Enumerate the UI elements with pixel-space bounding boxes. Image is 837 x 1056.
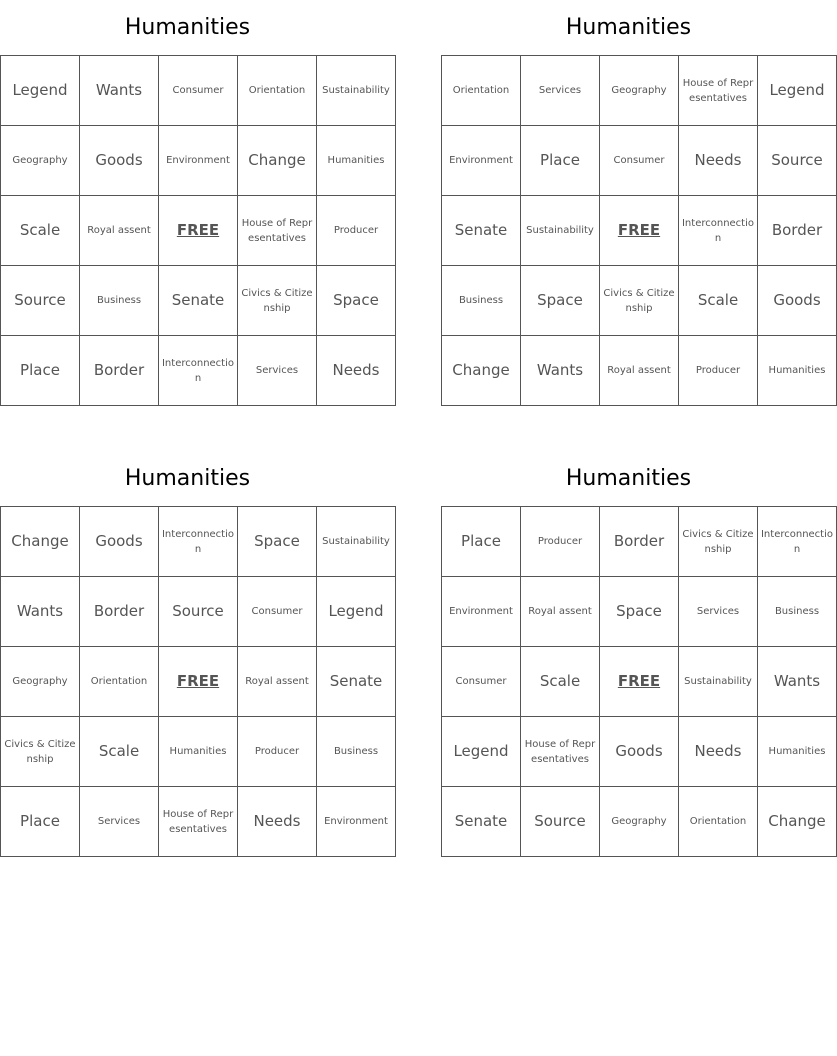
bingo-cell: Senate <box>442 787 521 857</box>
bingo-cell: Consumer <box>600 126 679 196</box>
bingo-cell: House of Representatives <box>679 56 758 126</box>
bingo-cell: Source <box>758 126 837 196</box>
bingo-cell: Business <box>317 717 396 787</box>
bingo-cell: Wants <box>521 336 600 406</box>
bingo-cell: Business <box>80 266 159 336</box>
bingo-cell: Sustainability <box>521 196 600 266</box>
bingo-cell: Goods <box>600 717 679 787</box>
bingo-cell: Producer <box>317 196 396 266</box>
bingo-cell: Goods <box>758 266 837 336</box>
grid-row <box>442 577 837 647</box>
bingo-grid <box>441 506 837 857</box>
bingo-cell: Goods <box>80 126 159 196</box>
bingo-cell: Needs <box>679 717 758 787</box>
bingo-cell: Place <box>442 507 521 577</box>
bingo-cell: Sustainability <box>679 647 758 717</box>
bingo-cell: Change <box>442 336 521 406</box>
bingo-grid <box>0 506 396 857</box>
bingo-cell: Humanities <box>317 126 396 196</box>
grid-row <box>442 196 837 266</box>
grid-row <box>442 56 837 126</box>
bingo-cell: House of Representatives <box>238 196 317 266</box>
free-space-cell: FREE <box>159 647 238 717</box>
bingo-cell: Geography <box>600 56 679 126</box>
bingo-cell: Border <box>80 336 159 406</box>
bingo-cell: Goods <box>80 507 159 577</box>
grid-row <box>1 336 396 406</box>
bingo-cell: Space <box>521 266 600 336</box>
bingo-cell: Legend <box>758 56 837 126</box>
bingo-cell: Wants <box>80 56 159 126</box>
bingo-cell: Orientation <box>679 787 758 857</box>
bingo-cell: Border <box>758 196 837 266</box>
bingo-cell: Business <box>442 266 521 336</box>
bingo-cell: House of Representatives <box>521 717 600 787</box>
bingo-cell: Civics & Citizenship <box>600 266 679 336</box>
bingo-cell: Interconnection <box>679 196 758 266</box>
bingo-cell: Civics & Citizenship <box>238 266 317 336</box>
bingo-cell: Environment <box>317 787 396 857</box>
grid-row <box>1 717 396 787</box>
grid-row <box>442 647 837 717</box>
free-space-cell: FREE <box>600 647 679 717</box>
card-title: Humanities <box>565 466 692 491</box>
bingo-cell: Royal assent <box>521 577 600 647</box>
bingo-cell: Place <box>521 126 600 196</box>
bingo-cell: Humanities <box>758 717 837 787</box>
grid-row <box>1 266 396 336</box>
grid-row <box>1 126 396 196</box>
bingo-cell: Place <box>1 787 80 857</box>
bingo-cell: Services <box>521 56 600 126</box>
grid-row <box>1 787 396 857</box>
bingo-cell: Border <box>80 577 159 647</box>
bingo-cell: Services <box>238 336 317 406</box>
bingo-cell: Space <box>317 266 396 336</box>
bingo-cell: Sustainability <box>317 507 396 577</box>
bingo-cell: Orientation <box>80 647 159 717</box>
bingo-cell: Civics & Citizenship <box>1 717 80 787</box>
bingo-grid <box>441 55 837 406</box>
bingo-cell: Space <box>600 577 679 647</box>
bingo-cell: Change <box>1 507 80 577</box>
bingo-cell: Orientation <box>442 56 521 126</box>
bingo-card-4 <box>441 451 833 857</box>
bingo-cell: Source <box>159 577 238 647</box>
bingo-cell: Wants <box>758 647 837 717</box>
card-title: Humanities <box>124 466 251 491</box>
grid-row <box>442 126 837 196</box>
bingo-cell: Consumer <box>238 577 317 647</box>
bingo-cell: Senate <box>442 196 521 266</box>
bingo-cell: Sustainability <box>317 56 396 126</box>
bingo-cell: Consumer <box>442 647 521 717</box>
bingo-cell: Change <box>758 787 837 857</box>
bingo-cell: Geography <box>1 126 80 196</box>
bingo-cell: Interconnection <box>159 336 238 406</box>
bingo-cell: Scale <box>80 717 159 787</box>
bingo-cell: Environment <box>159 126 238 196</box>
bingo-cell: Scale <box>679 266 758 336</box>
bingo-cell: Change <box>238 126 317 196</box>
bingo-cell: Humanities <box>758 336 837 406</box>
bingo-cell: Environment <box>442 577 521 647</box>
bingo-cell: Needs <box>238 787 317 857</box>
bingo-cell: Business <box>758 577 837 647</box>
grid-row <box>442 336 837 406</box>
bingo-cell: Needs <box>679 126 758 196</box>
bingo-cell: Geography <box>1 647 80 717</box>
bingo-cell: Place <box>1 336 80 406</box>
grid-row <box>1 196 396 266</box>
bingo-cell: Legend <box>1 56 80 126</box>
bingo-cell: Space <box>238 507 317 577</box>
bingo-grid <box>0 55 396 406</box>
bingo-cell: Source <box>1 266 80 336</box>
bingo-cell: Border <box>600 507 679 577</box>
bingo-cell: Senate <box>159 266 238 336</box>
bingo-cell: Interconnection <box>159 507 238 577</box>
bingo-cell: House of Representatives <box>159 787 238 857</box>
bingo-cell: Geography <box>600 787 679 857</box>
bingo-cell: Orientation <box>238 56 317 126</box>
bingo-cell: Royal assent <box>238 647 317 717</box>
bingo-cell: Services <box>679 577 758 647</box>
bingo-card-2 <box>441 0 826 406</box>
bingo-cell: Consumer <box>159 56 238 126</box>
bingo-cell: Legend <box>317 577 396 647</box>
grid-row <box>1 647 396 717</box>
bingo-cell: Senate <box>317 647 396 717</box>
bingo-cell: Legend <box>442 717 521 787</box>
grid-row <box>442 787 837 857</box>
bingo-cell: Producer <box>238 717 317 787</box>
card-title: Humanities <box>565 15 692 40</box>
bingo-cell: Services <box>80 787 159 857</box>
grid-row <box>442 717 837 787</box>
bingo-cell: Source <box>521 787 600 857</box>
bingo-card-3 <box>0 451 390 857</box>
bingo-cell: Producer <box>679 336 758 406</box>
bingo-cell: Royal assent <box>600 336 679 406</box>
bingo-card-1 <box>0 0 390 406</box>
free-space-cell: FREE <box>600 196 679 266</box>
bingo-cell: Scale <box>1 196 80 266</box>
card-title: Humanities <box>124 15 251 40</box>
grid-row <box>1 56 396 126</box>
bingo-cell: Interconnection <box>758 507 837 577</box>
bingo-cell: Scale <box>521 647 600 717</box>
bingo-cell: Royal assent <box>80 196 159 266</box>
free-space-cell: FREE <box>159 196 238 266</box>
grid-row <box>442 507 837 577</box>
grid-row <box>1 577 396 647</box>
grid-row <box>1 507 396 577</box>
bingo-cell: Needs <box>317 336 396 406</box>
bingo-cell: Wants <box>1 577 80 647</box>
bingo-cell: Humanities <box>159 717 238 787</box>
bingo-cell: Producer <box>521 507 600 577</box>
grid-row <box>442 266 837 336</box>
bingo-cell: Environment <box>442 126 521 196</box>
bingo-cell: Civics & Citizenship <box>679 507 758 577</box>
